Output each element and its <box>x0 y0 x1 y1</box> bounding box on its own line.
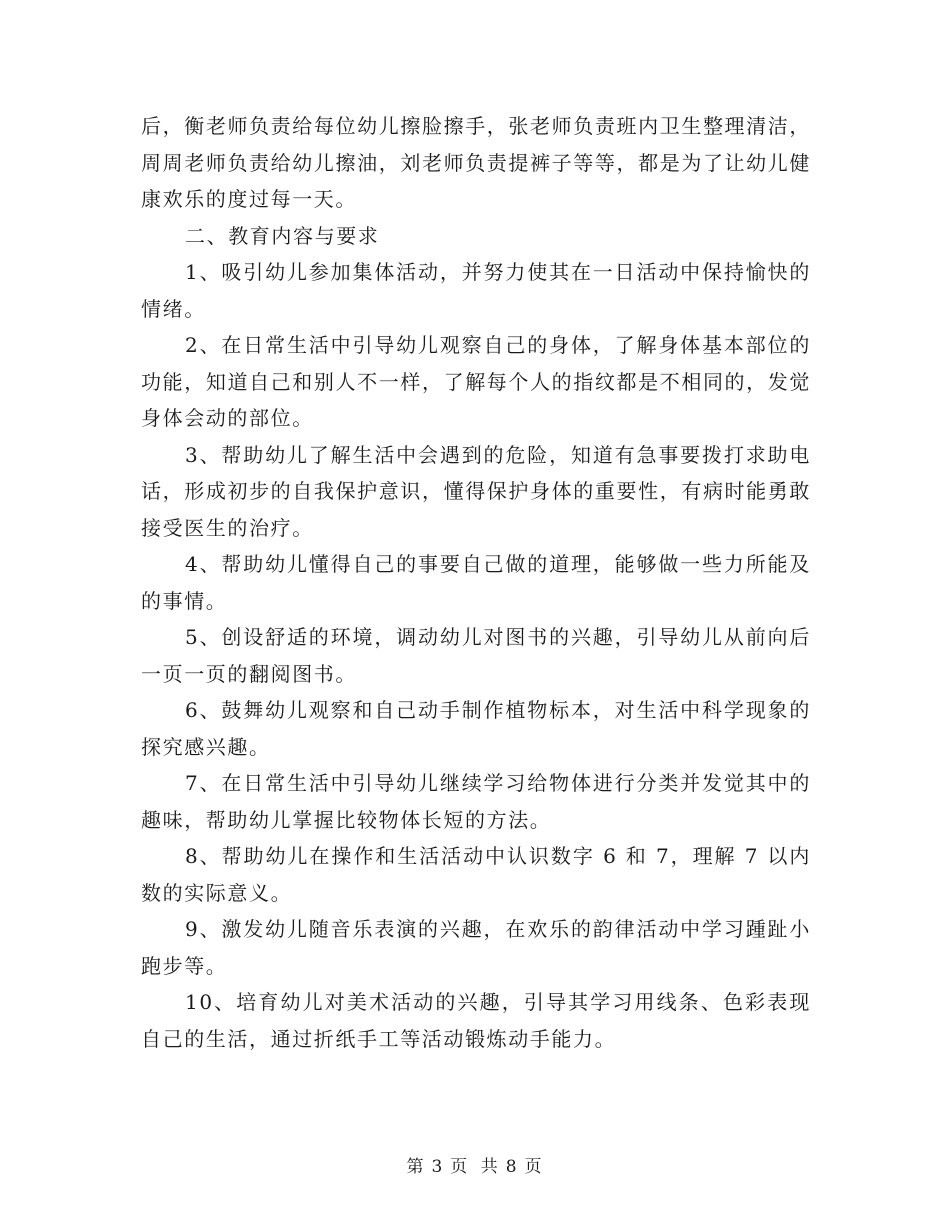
list-item-10: 10、培育幼儿对美术活动的兴趣，引导其学习用线条、色彩表现自己的生活，通过折纸手工等活动锻炼动手能力。 <box>141 990 811 1051</box>
list-item-4: 4、帮助幼儿懂得自己的事要自己做的道理，能够做一些力所能及的事情。 <box>141 552 811 613</box>
list-item-7: 7、在日常生活中引导幼儿继续学习给物体进行分类并发觉其中的趣味，帮助幼儿掌握比较物体长短的方法。 <box>141 771 811 832</box>
list-item-2: 2、在日常生活中引导幼儿观察自己的身体，了解身体基本部位的功能，知道自己和别人不一样，了解每个人的指纹都是不相同的，发觉身体会动的部位。 <box>141 333 811 430</box>
paragraph-0: 后，衡老师负责给每位幼儿擦脸擦手，张老师负责班内卫生整理清洁，周周老师负责给幼儿擦油，刘老师负责提裤子等等，都是为了让幼儿健康欢乐的度过每一天。 <box>141 114 811 211</box>
list-item-5: 5、创设舒适的环境，调动幼儿对图书的兴趣，引导幼儿从前向后一页一页的翻阅图书。 <box>141 625 811 686</box>
footer-prefix: 第 <box>406 1157 426 1177</box>
footer-suffix: 页 <box>524 1157 544 1177</box>
list-item-1: 1、吸引幼儿参加集体活动，并努力使其在一日活动中保持愉快的情绪。 <box>141 260 811 321</box>
list-item-8: 8、帮助幼儿在操作和生活活动中认识数字 6 和 7，理解 7 以内数的实际意义。 <box>141 844 811 905</box>
page-footer <box>0 1152 950 1177</box>
document-body <box>141 108 811 1057</box>
footer-middle: 页 共 <box>450 1157 500 1177</box>
footer-total-pages: 8 <box>505 1157 519 1177</box>
footer-current-page: 3 <box>431 1157 445 1177</box>
section-heading: 二、教育内容与要求 <box>185 223 380 248</box>
list-item-6: 6、鼓舞幼儿观察和自己动手制作植物标本，对生活中科学现象的探究感兴趣。 <box>141 698 811 759</box>
list-item-9: 9、激发幼儿随音乐表演的兴趣，在欢乐的韵律活动中学习踵趾小跑步等。 <box>141 917 811 978</box>
list-item-3: 3、帮助幼儿了解生活中会遇到的危险，知道有急事要拨打求助电话，形成初步的自我保护意识，懂得保护身体的重要性，有病时能勇敢接受医生的治疗。 <box>141 442 811 540</box>
